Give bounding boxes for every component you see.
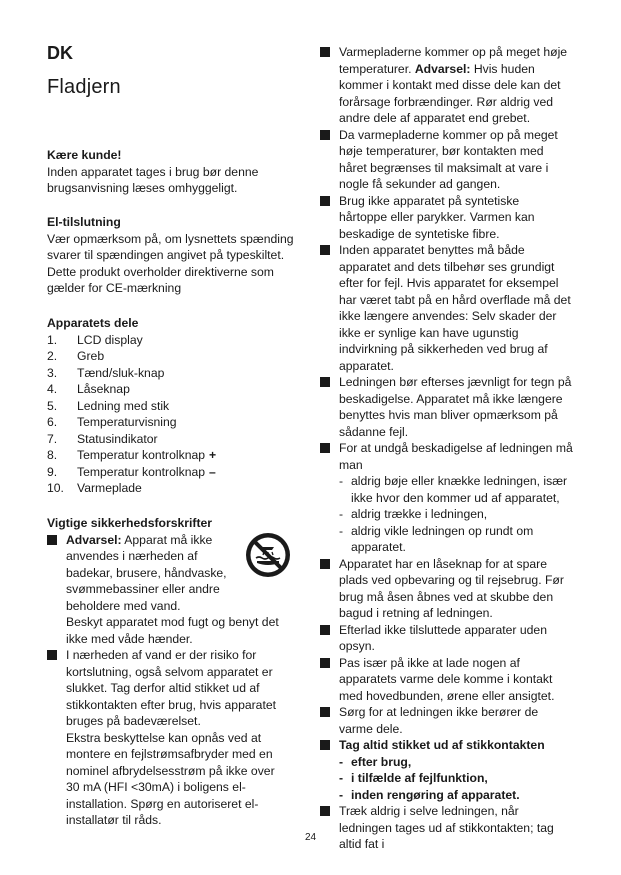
unplug-list [339, 754, 573, 804]
sub-item-text: i tilfælde af fejlfunktion, [351, 771, 488, 785]
bullet-text: Apparatet har en låseknap for at spare plads ved opbevaring og til rejsebrug. Før brug må åsen åbnes ved at skubbe den bagud i retning af ledningen. [339, 556, 564, 620]
right-bullet-1 [320, 44, 573, 127]
item-label: LCD display [77, 332, 143, 347]
sub-list-item: - aldrig trække i ledningen, [339, 507, 488, 521]
parts-list-item [47, 332, 299, 349]
warning-label: Advarsel: [414, 61, 471, 76]
sub-item-text: aldrig trække i ledningen, [351, 507, 488, 521]
power-section [47, 214, 299, 297]
item-sign: – [209, 464, 216, 479]
item-number: 5. [47, 398, 58, 413]
sub-item-text: inden rengøring af apparatet. [351, 787, 520, 802]
no-bath-warning-icon [244, 531, 292, 579]
bullet-square [320, 47, 330, 57]
parts-list-item [47, 398, 299, 415]
item-number: 8. [47, 448, 58, 462]
right-bullet-8 [320, 622, 573, 655]
warning-text-2: Beskyt apparatet mod fugt og benyt det ikke med våde hænder. [66, 615, 279, 646]
item-number: 9. [47, 464, 58, 479]
parts-list-item [47, 480, 299, 497]
bullet-square [320, 658, 330, 668]
right-bullet-12 [320, 803, 573, 853]
item-label: Greb [77, 349, 105, 363]
bullet-text: For at undgå beskadigelse af ledningen må man [339, 441, 573, 472]
intro-text: Inden apparatet tages i brug bør denne brugsanvisning læses omhyggeligt. [47, 164, 259, 195]
safety-heading: Vigtige sikkerhedsforskrifter [47, 516, 213, 530]
bullet-text: Inden apparatet benyttes må både apparatet and dets tilbehør ses grundigt efter for fejl. Hvis apparatet for eksempel har været tabt på en hård overflade må det ikke længere anvendes: Selv skader der ikke er synlige kan have ugunstig indvirkning på sikkerheden ved brug af apparatet. [339, 243, 571, 373]
warning-label: Advarsel: [66, 532, 122, 547]
item-label: Temperatur kontrolknap [77, 448, 206, 462]
right-bullet-4 [320, 242, 573, 374]
bullet-text: Pas især på ikke at lade nogen af apparatets varme dele komme i kontakt med hovedbunden, ørene eller ansigtet. [339, 655, 555, 703]
sub-item-text: efter brug, [351, 754, 412, 769]
sub-list-item: - efter brug, [339, 754, 412, 769]
bullet-square [320, 377, 330, 387]
bullet-square [47, 650, 57, 660]
item-number: 10. [47, 481, 64, 495]
power-heading: El-tilslutning [47, 215, 121, 229]
bullet-text: Ledningen bør efterses jævnligt for tegn på beskadigelse. Apparatet må ikke længere benyttes hvis man bliver opmærksom på sådanne fejl. [339, 375, 572, 439]
right-bullet-11 [320, 737, 573, 803]
item-number: 3. [47, 365, 58, 380]
parts-section [47, 315, 299, 497]
right-bullet-9 [320, 655, 573, 705]
right-bullet-7 [320, 556, 573, 622]
bullet-text: Tag altid stikket ud af stikkontakten [339, 738, 545, 752]
bullet-text: Sørg for at ledningen ikke berører de varme dele. [339, 705, 539, 736]
parts-list-item [47, 414, 299, 431]
page-title: Fladjern [47, 76, 121, 98]
item-label: Temperaturvisning [77, 415, 177, 429]
intro-section [47, 147, 299, 197]
rcd-text: Ekstra beskyttelse kan opnås ved at montere en fejlstrømsafbryder med en nominel afbrydelsesstrøm på ikke over 30 mA (HFI <30mA) i boligens el-installation. Spørg en autoriseret el-installatør til råds. [66, 730, 275, 827]
item-number: 2. [47, 349, 58, 363]
bullet-square [320, 559, 330, 569]
sub-list-item: - i tilfælde af fejlfunktion, [339, 771, 488, 785]
language-code: DK [47, 43, 73, 63]
item-label: Temperatur kontrolknap [77, 464, 206, 479]
parts-list-item [47, 365, 299, 382]
bullet-text: Varmepladerne kommer op på meget høje temperaturer. [339, 45, 568, 76]
bullet-text: Træk aldrig i selve ledningen, når ledningen tages ud af stikkontakten; tag altid fat i [339, 804, 554, 851]
right-bullet-2 [320, 127, 573, 193]
bullet-square [320, 707, 330, 717]
bullet-square [320, 740, 330, 750]
right-bullet-5 [320, 374, 573, 440]
sub-item-text: aldrig vikle ledningen op rundt om apparatet. [351, 523, 534, 554]
bullet-text: Da varmepladerne kommer op på meget høje temperaturer, bør kontakten med håret begrænses til maksimalt at vare i nogle få sekunder ad gangen. [339, 127, 558, 191]
bullet-square [320, 245, 330, 255]
item-label: Låseknap [77, 382, 130, 396]
item-label: Statusindikator [77, 431, 158, 446]
bullet-text: Brug ikke apparatet på syntetiske hårtoppe eller parykker. Varmen kan beskadige de syntetiske fibre. [339, 193, 535, 241]
shortcircuit-text: I nærheden af vand er der risiko for kortslutning, også selvom apparatet er slukket. Tag derfor altid stikket ud af stikkontakten efter brug, hvis apparatet bruges på badeværelset. [66, 648, 277, 728]
bullet-square [320, 806, 330, 816]
bullet-text: Efterlad ikke tilsluttede apparater uden opsyn. [339, 622, 547, 653]
bullet-text: Hvis huden kommer i kontakt med disse dele kan det forårsage forbrændinger. Rør aldrig ved andre dele af apparatet end grebet. [339, 61, 561, 125]
parts-list-item [47, 464, 299, 481]
item-label: Tænd/sluk-knap [77, 365, 165, 380]
parts-list-item [47, 431, 299, 448]
sub-item-text: aldrig bøje eller knække ledningen, især ikke hvor den kommer ud af apparatet, [351, 474, 568, 505]
right-bullet-6 [320, 440, 573, 556]
parts-list-item [47, 348, 299, 365]
item-number: 6. [47, 415, 58, 429]
sub-list-item: - aldrig vikle ledningen op rundt om apparatet. [339, 523, 534, 554]
right-bullet-10 [320, 704, 573, 737]
item-sign: + [209, 448, 217, 462]
power-text: Vær opmærksom på, om lysnettets spænding svarer til spændingen angivet på typeskiltet. Dette produkt overholder direktiverne som gælder for CE-mærkning [47, 231, 294, 295]
item-number: 4. [47, 382, 58, 396]
parts-list-item [47, 381, 299, 398]
parts-list-item [47, 447, 299, 464]
item-label: Ledning med stik [77, 398, 170, 413]
bullet-square [320, 196, 330, 206]
parts-list [47, 332, 299, 497]
right-column [320, 44, 573, 853]
cord-care-list [339, 473, 573, 556]
page-number: 24 [304, 832, 317, 843]
item-label: Varmeplade [77, 481, 142, 495]
bullet-square [320, 625, 330, 635]
bullet-square [47, 535, 57, 545]
item-number: 1. [47, 332, 58, 347]
sub-list-item: - inden rengøring af apparatet. [339, 787, 520, 802]
safety-bullet-shortcircuit [47, 647, 299, 829]
bullet-square [320, 443, 330, 453]
item-number: 7. [47, 431, 58, 446]
right-bullet-3 [320, 193, 573, 243]
sub-list-item: - aldrig bøje eller knække ledningen, især ikke hvor den kommer ud af apparatet, [339, 474, 568, 505]
intro-heading: Kære kunde! [47, 148, 122, 162]
warning-text: Apparat må ikke anvendes i nærheden af badekar, brusere, håndvaske, svømmebassiner eller andre beholdere med vand. [66, 532, 227, 613]
parts-heading: Apparatets dele [47, 316, 139, 330]
bullet-square [320, 130, 330, 140]
